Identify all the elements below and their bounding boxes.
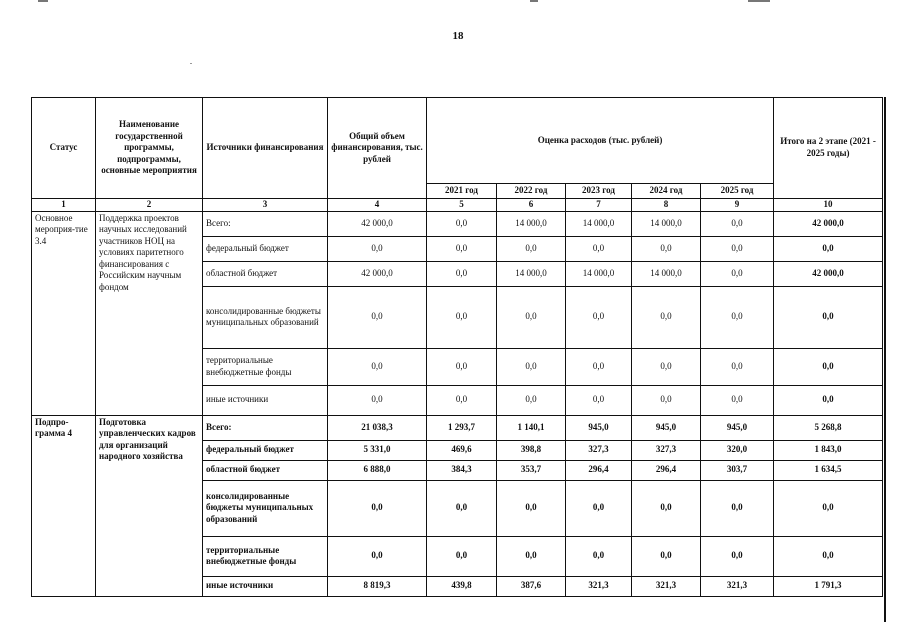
column-number: 10	[774, 198, 883, 211]
total-cell: 6 888,0	[328, 460, 427, 480]
page-number: 18	[452, 30, 464, 42]
column-number-row	[32, 198, 883, 211]
year-value-cell: 0,0	[427, 211, 497, 236]
year-value-cell: 0,0	[701, 236, 774, 261]
year-value-cell: 0,0	[701, 480, 774, 536]
year-value-cell: 14 000,0	[566, 211, 632, 236]
source-cell: территориальные внебюджетные фонды	[203, 348, 328, 385]
year-value-cell: 0,0	[566, 286, 632, 348]
year-value-cell: 0,0	[566, 385, 632, 415]
year-value-cell: 0,0	[701, 536, 774, 576]
year-value-cell: 0,0	[497, 385, 566, 415]
stage-total-cell: 0,0	[774, 480, 883, 536]
source-cell: федеральный бюджет	[203, 236, 328, 261]
year-value-cell: 0,0	[497, 348, 566, 385]
year-value-cell: 0,0	[566, 480, 632, 536]
source-cell: иные источники	[203, 576, 328, 596]
year-value-cell: 296,4	[632, 460, 701, 480]
header-status: Статус	[32, 98, 96, 199]
header-stage-total: Итого на 2 этапе (2021 - 2025 годы)	[774, 98, 883, 199]
total-cell: 0,0	[328, 385, 427, 415]
column-number: 6	[497, 198, 566, 211]
column-number: 5	[427, 198, 497, 211]
total-cell: 0,0	[328, 480, 427, 536]
stage-total-cell: 0,0	[774, 385, 883, 415]
year-value-cell: 0,0	[701, 348, 774, 385]
year-value-cell: 0,0	[497, 236, 566, 261]
table-header	[32, 98, 883, 212]
year-value-cell: 0,0	[427, 385, 497, 415]
header-year: 2022 год	[497, 184, 566, 199]
year-value-cell: 0,0	[427, 536, 497, 576]
program-name-cell: Поддержка проектов научных исследований участников НОЦ на условиях паритетного финансирования с Российским научным фондом	[96, 211, 203, 415]
header-name: Наименование государственной программы, подпрограммы, основные мероприятия	[96, 98, 203, 199]
year-value-cell: 469,6	[427, 440, 497, 460]
total-cell: 0,0	[328, 536, 427, 576]
year-value-cell: 0,0	[632, 348, 701, 385]
stage-total-cell: 0,0	[774, 236, 883, 261]
total-cell: 42 000,0	[328, 261, 427, 286]
stage-total-cell: 0,0	[774, 348, 883, 385]
total-cell: 8 819,3	[328, 576, 427, 596]
year-value-cell: 0,0	[701, 261, 774, 286]
stage-total-cell: 0,0	[774, 536, 883, 576]
source-cell: консолидированные бюджеты муниципальных образований	[203, 480, 328, 536]
status-cell: Подпро-грамма 4	[32, 415, 96, 596]
table-right-border	[884, 97, 886, 622]
year-value-cell: 0,0	[632, 480, 701, 536]
scan-edge-mark	[530, 0, 538, 2]
year-value-cell: 0,0	[497, 286, 566, 348]
year-value-cell: 14 000,0	[632, 261, 701, 286]
header-sources: Источники финансирования	[203, 98, 328, 199]
year-value-cell: 353,7	[497, 460, 566, 480]
year-value-cell: 0,0	[701, 385, 774, 415]
year-value-cell: 321,3	[566, 576, 632, 596]
year-value-cell: 303,7	[701, 460, 774, 480]
scan-edge-mark	[38, 0, 48, 2]
status-cell: Основное мероприя-тие 3.4	[32, 211, 96, 415]
year-value-cell: 1 140,1	[497, 415, 566, 440]
stage-total-cell: 5 268,8	[774, 415, 883, 440]
year-value-cell: 0,0	[427, 236, 497, 261]
year-value-cell: 296,4	[566, 460, 632, 480]
column-number: 1	[32, 198, 96, 211]
scan-edge-mark	[748, 0, 770, 2]
year-value-cell: 0,0	[497, 480, 566, 536]
total-cell: 0,0	[328, 348, 427, 385]
year-value-cell: 0,0	[701, 211, 774, 236]
column-number: 4	[328, 198, 427, 211]
year-value-cell: 0,0	[427, 348, 497, 385]
year-value-cell: 0,0	[632, 536, 701, 576]
header-year: 2021 год	[427, 184, 497, 199]
header-year: 2025 год	[701, 184, 774, 199]
year-value-cell: 439,8	[427, 576, 497, 596]
year-value-cell: 0,0	[427, 480, 497, 536]
column-number: 3	[203, 198, 328, 211]
scan-speck	[190, 63, 192, 64]
year-value-cell: 0,0	[632, 385, 701, 415]
year-value-cell: 945,0	[701, 415, 774, 440]
source-cell: областной бюджет	[203, 261, 328, 286]
year-value-cell: 0,0	[632, 286, 701, 348]
year-value-cell: 945,0	[566, 415, 632, 440]
column-number: 9	[701, 198, 774, 211]
stage-total-cell: 42 000,0	[774, 261, 883, 286]
year-value-cell: 0,0	[701, 286, 774, 348]
stage-total-cell: 0,0	[774, 286, 883, 348]
year-value-cell: 321,3	[701, 576, 774, 596]
source-cell: иные источники	[203, 385, 328, 415]
year-value-cell: 0,0	[566, 536, 632, 576]
year-value-cell: 14 000,0	[497, 211, 566, 236]
financing-table	[31, 97, 883, 597]
table-row	[32, 211, 883, 236]
source-cell: Всего:	[203, 211, 328, 236]
column-number: 8	[632, 198, 701, 211]
column-number: 2	[96, 198, 203, 211]
year-value-cell: 327,3	[566, 440, 632, 460]
year-value-cell: 0,0	[497, 536, 566, 576]
year-value-cell: 14 000,0	[497, 261, 566, 286]
year-value-cell: 327,3	[632, 440, 701, 460]
stage-total-cell: 1 791,3	[774, 576, 883, 596]
year-value-cell: 0,0	[566, 348, 632, 385]
header-total: Общий объем финансирования, тыс. рублей	[328, 98, 427, 199]
year-value-cell: 321,3	[632, 576, 701, 596]
year-value-cell: 387,6	[497, 576, 566, 596]
year-value-cell: 398,8	[497, 440, 566, 460]
total-cell: 5 331,0	[328, 440, 427, 460]
year-value-cell: 14 000,0	[632, 211, 701, 236]
header-year: 2023 год	[566, 184, 632, 199]
year-value-cell: 1 293,7	[427, 415, 497, 440]
year-value-cell: 0,0	[427, 286, 497, 348]
stage-total-cell: 1 843,0	[774, 440, 883, 460]
year-value-cell: 14 000,0	[566, 261, 632, 286]
total-cell: 0,0	[328, 236, 427, 261]
total-cell: 0,0	[328, 286, 427, 348]
column-number: 7	[566, 198, 632, 211]
source-cell: консолидированные бюджеты муниципальных образований	[203, 286, 328, 348]
program-name-cell: Подготовка управленческих кадров для организаций народного хозяйства	[96, 415, 203, 596]
source-cell: Всего:	[203, 415, 328, 440]
stage-total-cell: 42 000,0	[774, 211, 883, 236]
stage-total-cell: 1 634,5	[774, 460, 883, 480]
source-cell: территориальные внебюджетные фонды	[203, 536, 328, 576]
year-value-cell: 320,0	[701, 440, 774, 460]
year-value-cell: 0,0	[427, 261, 497, 286]
year-value-cell: 945,0	[632, 415, 701, 440]
total-cell: 42 000,0	[328, 211, 427, 236]
total-cell: 21 038,3	[328, 415, 427, 440]
year-value-cell: 384,3	[427, 460, 497, 480]
source-cell: областной бюджет	[203, 460, 328, 480]
table-row	[32, 415, 883, 440]
header-estimate: Оценка расходов (тыс. рублей)	[427, 98, 774, 184]
group-subprogram	[32, 415, 883, 596]
group-main-activity	[32, 211, 883, 415]
header-year: 2024 год	[632, 184, 701, 199]
source-cell: федеральный бюджет	[203, 440, 328, 460]
year-value-cell: 0,0	[632, 236, 701, 261]
year-value-cell: 0,0	[566, 236, 632, 261]
